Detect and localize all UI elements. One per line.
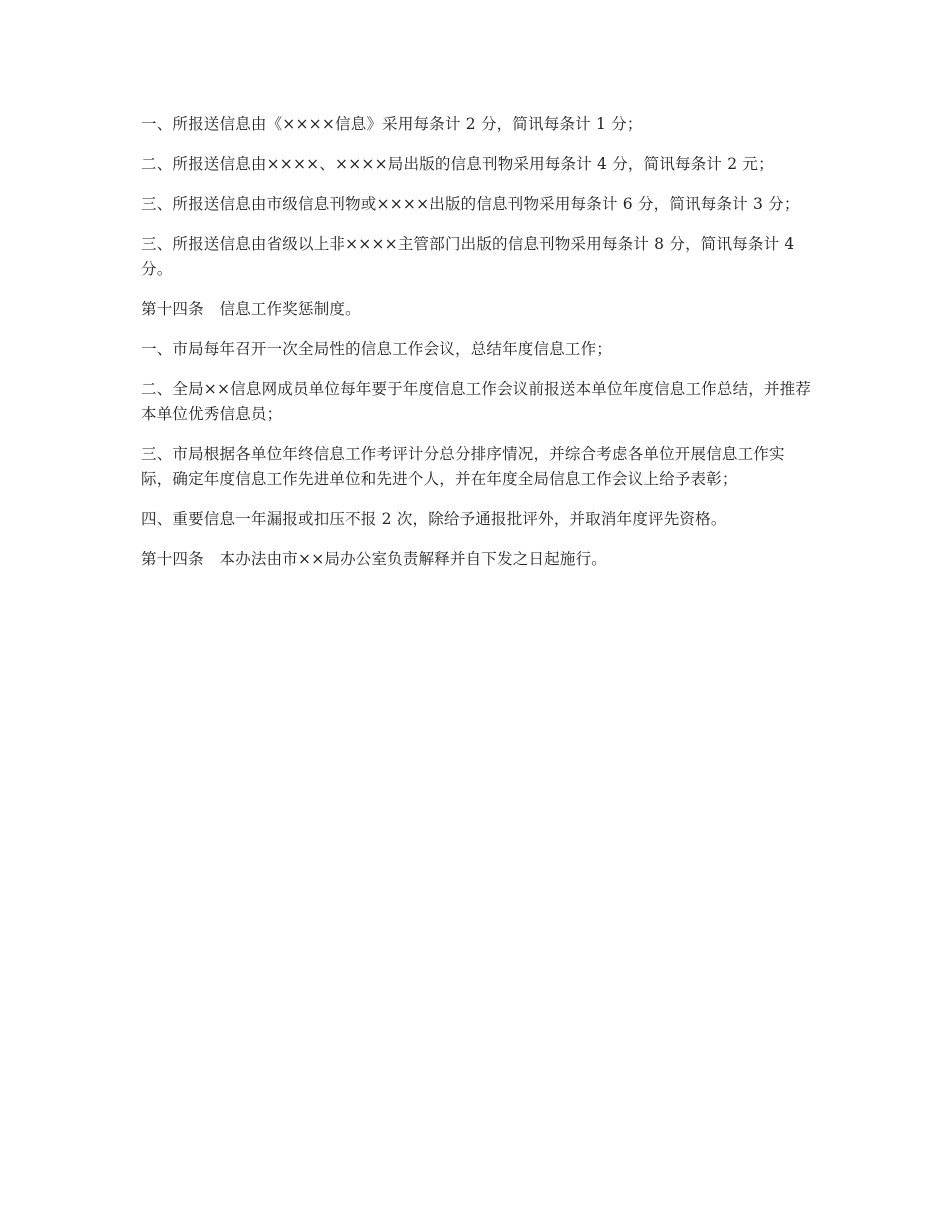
paragraph-rewards-3: 三、市局根据各单位年终信息工作考评计分总分排序情况，并综合考虑各单位开展信息工作实际，确定年度信息工作先进单位和先进个人，并在年度全局信息工作会议上给予表彰； xyxy=(141,445,785,488)
paragraph-rewards-4: 四、重要信息一年漏报或扣压不报 2 次，除给予通报批评外，并取消年度评先资格。 xyxy=(141,510,727,528)
document-body xyxy=(141,112,813,587)
article-heading-rewards: 第十四条 信息工作奖惩制度。 xyxy=(141,300,361,318)
paragraph-scoring-1: 一、所报送信息由《××××信息》采用每条计 2 分，简讯每条计 1 分； xyxy=(141,115,643,133)
article-closing: 第十四条 本办法由市××局办公室负责解释并自下发之日起施行。 xyxy=(141,550,607,568)
paragraph-scoring-3: 三、所报送信息由市级信息刊物或××××出版的信息刊物采用每条计 6 分，简讯每条计 3 分； xyxy=(141,195,800,213)
paragraph-rewards-1: 一、市局每年召开一次全局性的信息工作会议，总结年度信息工作； xyxy=(141,340,613,358)
paragraph-scoring-2: 二、所报送信息由××××、××××局出版的信息刊物采用每条计 4 分，简讯每条计 2 元； xyxy=(141,155,774,173)
paragraph-rewards-2: 二、全局××信息网成员单位每年要于年度信息工作会议前报送本单位年度信息工作总结，并推荐本单位优秀信息员； xyxy=(141,380,812,423)
paragraph-scoring-4: 三、所报送信息由省级以上非××××主管部门出版的信息刊物采用每条计 8 分，简讯每条计 4 分。 xyxy=(141,235,800,278)
